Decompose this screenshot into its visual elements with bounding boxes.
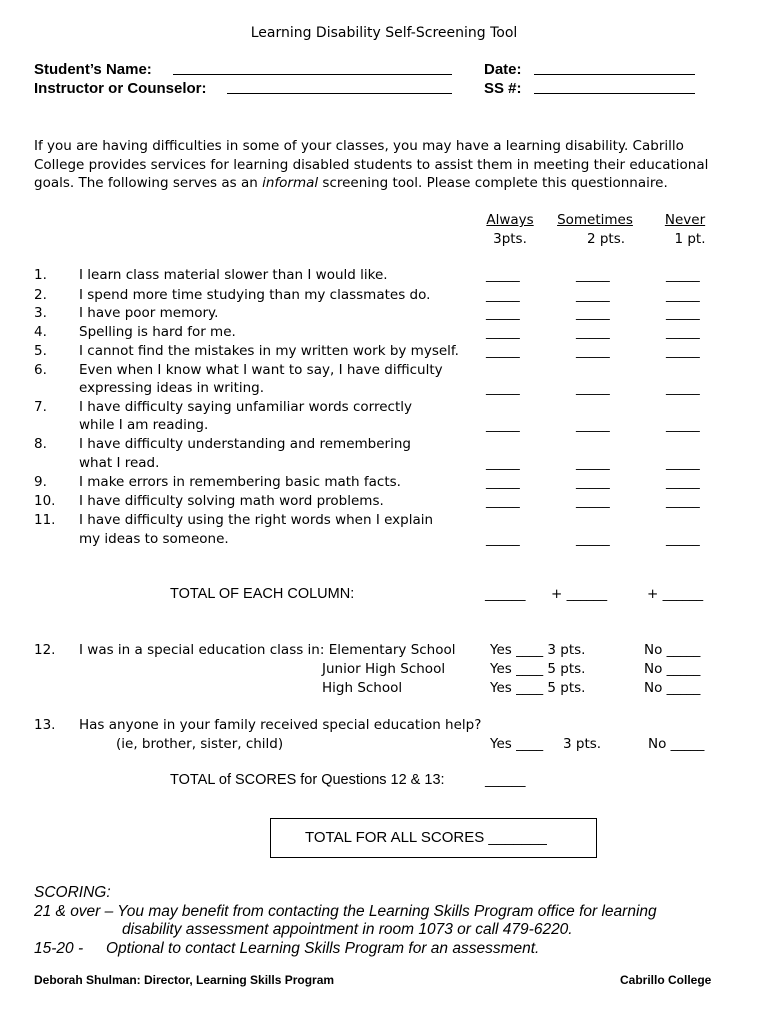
answer-blank-always[interactable]: _____ — [486, 493, 520, 509]
column-points-sometimes: 2 pts. — [586, 231, 626, 247]
question-number: 1. — [34, 267, 47, 283]
scoring-range-15-20: 15-20 - — [34, 940, 84, 957]
ss-label: SS #: — [484, 80, 522, 97]
answer-blank-always[interactable]: _____ — [486, 324, 520, 340]
total-all-scores-box — [270, 818, 597, 858]
answer-blank-never[interactable]: _____ — [666, 417, 700, 433]
date-field[interactable] — [534, 74, 695, 75]
answer-blank-sometimes[interactable]: _____ — [576, 267, 610, 283]
question-text: I learn class material slower than I would like. — [79, 267, 388, 283]
instructor-field[interactable] — [227, 93, 452, 94]
answer-blank-sometimes[interactable]: _____ — [576, 474, 610, 490]
answer-blank-always[interactable]: _____ — [486, 417, 520, 433]
question-text-continued: expressing ideas in writing. — [79, 380, 265, 396]
answer-blank-sometimes[interactable]: _____ — [576, 455, 610, 471]
intro-emphasis: informal — [262, 175, 319, 191]
q12-no-high-school[interactable]: No _____ — [644, 680, 701, 696]
intro-text-before: If you are having difficulties in some of your classes, you may have a learning disability. Cabrillo College provides services for learning disabled students to assist them in meeting their educational goals. The following serves as an — [34, 138, 709, 191]
total-sometimes-blank[interactable]: + ______ — [551, 586, 608, 602]
instructor-label: Instructor or Counselor: — [34, 80, 207, 97]
q13-no-blank[interactable]: No _____ — [648, 736, 705, 752]
column-points-always: 3pts. — [493, 231, 527, 247]
answer-blank-sometimes[interactable]: _____ — [576, 417, 610, 433]
question-text: I cannot find the mistakes in my written work by myself. — [79, 343, 459, 359]
total-never-blank[interactable]: + ______ — [647, 586, 704, 602]
answer-blank-sometimes[interactable]: _____ — [576, 324, 610, 340]
question-text: I have difficulty saying unfamiliar words correctly — [79, 399, 412, 415]
scoring-heading: SCORING: — [34, 884, 111, 901]
answer-blank-sometimes[interactable]: _____ — [576, 380, 610, 396]
question-12-number: 12. — [34, 642, 56, 658]
question-text: I spend more time studying than my classmates do. — [79, 287, 431, 303]
question-text: Spelling is hard for me. — [79, 324, 236, 340]
question-number: 9. — [34, 474, 47, 490]
question-number: 8. — [34, 436, 47, 452]
answer-blank-never[interactable]: _____ — [666, 493, 700, 509]
question-text: I have difficulty solving math word problems. — [79, 493, 384, 509]
scoring-line-2: disability assessment appointment in room 1073 or call 479-6220. — [122, 921, 573, 938]
question-number: 5. — [34, 343, 47, 359]
q12-yes-elementary[interactable]: Yes ____ 3 pts. — [490, 642, 586, 658]
intro-text-after: screening tool. Please complete this questionnaire. — [318, 175, 668, 191]
question-number: 4. — [34, 324, 47, 340]
question-12-level-junior-high: Junior High School — [322, 661, 446, 677]
student-name-label: Student’s Name: — [34, 61, 152, 78]
answer-blank-never[interactable]: _____ — [666, 324, 700, 340]
answer-blank-always[interactable]: _____ — [486, 305, 520, 321]
student-name-field[interactable] — [173, 74, 452, 75]
question-number: 3. — [34, 305, 47, 321]
question-text: Even when I know what I want to say, I have difficulty — [79, 362, 443, 378]
question-text-continued: while I am reading. — [79, 417, 209, 433]
question-text: I have difficulty understanding and remembering — [79, 436, 411, 452]
answer-blank-never[interactable]: _____ — [666, 531, 700, 547]
question-number: 10. — [34, 493, 56, 509]
answer-blank-never[interactable]: _____ — [666, 267, 700, 283]
q13-points: 3 pts. — [563, 736, 602, 752]
answer-blank-sometimes[interactable]: _____ — [576, 287, 610, 303]
ss-field[interactable] — [534, 93, 695, 94]
q13-yes-blank[interactable]: Yes ____ — [490, 736, 544, 752]
question-13-text: Has anyone in your family received special education help? — [79, 717, 482, 733]
answer-blank-never[interactable]: _____ — [666, 305, 700, 321]
answer-blank-always[interactable]: _____ — [486, 455, 520, 471]
scoring-line-1: 21 & over – You may benefit from contacting the Learning Skills Program office for learning — [34, 903, 657, 920]
answer-blank-never[interactable]: _____ — [666, 474, 700, 490]
answer-blank-never[interactable]: _____ — [666, 380, 700, 396]
question-13-number: 13. — [34, 717, 56, 733]
question-12-text: I was in a special education class in: Elementary School — [79, 642, 456, 658]
question-number: 6. — [34, 362, 47, 378]
answer-blank-sometimes[interactable]: _____ — [576, 343, 610, 359]
footer-college: Cabrillo College — [620, 973, 712, 987]
total-each-column-label: TOTAL OF EACH COLUMN: — [170, 586, 355, 602]
q12-yes-high-school[interactable]: Yes ____ 5 pts. — [490, 680, 586, 696]
question-13-text-continued: (ie, brother, sister, child) — [116, 736, 284, 752]
question-number: 11. — [34, 512, 56, 528]
total-all-scores-label[interactable]: TOTAL FOR ALL SCORES _______ — [305, 829, 547, 846]
answer-blank-always[interactable]: _____ — [486, 474, 520, 490]
question-number: 2. — [34, 287, 47, 303]
answer-blank-always[interactable]: _____ — [486, 380, 520, 396]
answer-blank-always[interactable]: _____ — [486, 267, 520, 283]
answer-blank-always[interactable]: _____ — [486, 531, 520, 547]
answer-blank-always[interactable]: _____ — [486, 343, 520, 359]
question-text: I have poor memory. — [79, 305, 219, 321]
answer-blank-never[interactable]: _____ — [666, 287, 700, 303]
page-title: Learning Disability Self-Screening Tool — [250, 25, 518, 41]
total-always-blank[interactable]: ______ — [485, 586, 526, 602]
column-header-sometimes: Sometimes — [557, 212, 633, 228]
answer-blank-never[interactable]: _____ — [666, 455, 700, 471]
date-label: Date: — [484, 61, 522, 78]
scoring-line-3: Optional to contact Learning Skills Program for an assessment. — [106, 940, 540, 957]
q12-no-junior-high[interactable]: No _____ — [644, 661, 701, 677]
answer-blank-sometimes[interactable]: _____ — [576, 305, 610, 321]
footer-director: Deborah Shulman: Director, Learning Skills Program — [34, 973, 335, 987]
q12-yes-junior-high[interactable]: Yes ____ 5 pts. — [490, 661, 586, 677]
question-text-continued: my ideas to someone. — [79, 531, 229, 547]
question-12-level-high-school: High School — [322, 680, 403, 696]
answer-blank-always[interactable]: _____ — [486, 287, 520, 303]
total-scores-12-13-label: TOTAL of SCORES for Questions 12 & 13: — [170, 772, 445, 788]
column-points-never: 1 pt. — [674, 231, 706, 247]
question-number: 7. — [34, 399, 47, 415]
answer-blank-sometimes[interactable]: _____ — [576, 531, 610, 547]
answer-blank-never[interactable]: _____ — [666, 343, 700, 359]
question-text: I have difficulty using the right words when I explain — [79, 512, 434, 528]
intro-paragraph — [34, 137, 734, 193]
question-text: I make errors in remembering basic math facts. — [79, 474, 401, 490]
q12-no-elementary[interactable]: No _____ — [644, 642, 701, 658]
total-scores-12-13-blank[interactable]: ______ — [485, 772, 526, 788]
column-header-never: Never — [664, 212, 706, 228]
answer-blank-sometimes[interactable]: _____ — [576, 493, 610, 509]
question-text-continued: what I read. — [79, 455, 160, 471]
column-header-always: Always — [486, 212, 534, 228]
